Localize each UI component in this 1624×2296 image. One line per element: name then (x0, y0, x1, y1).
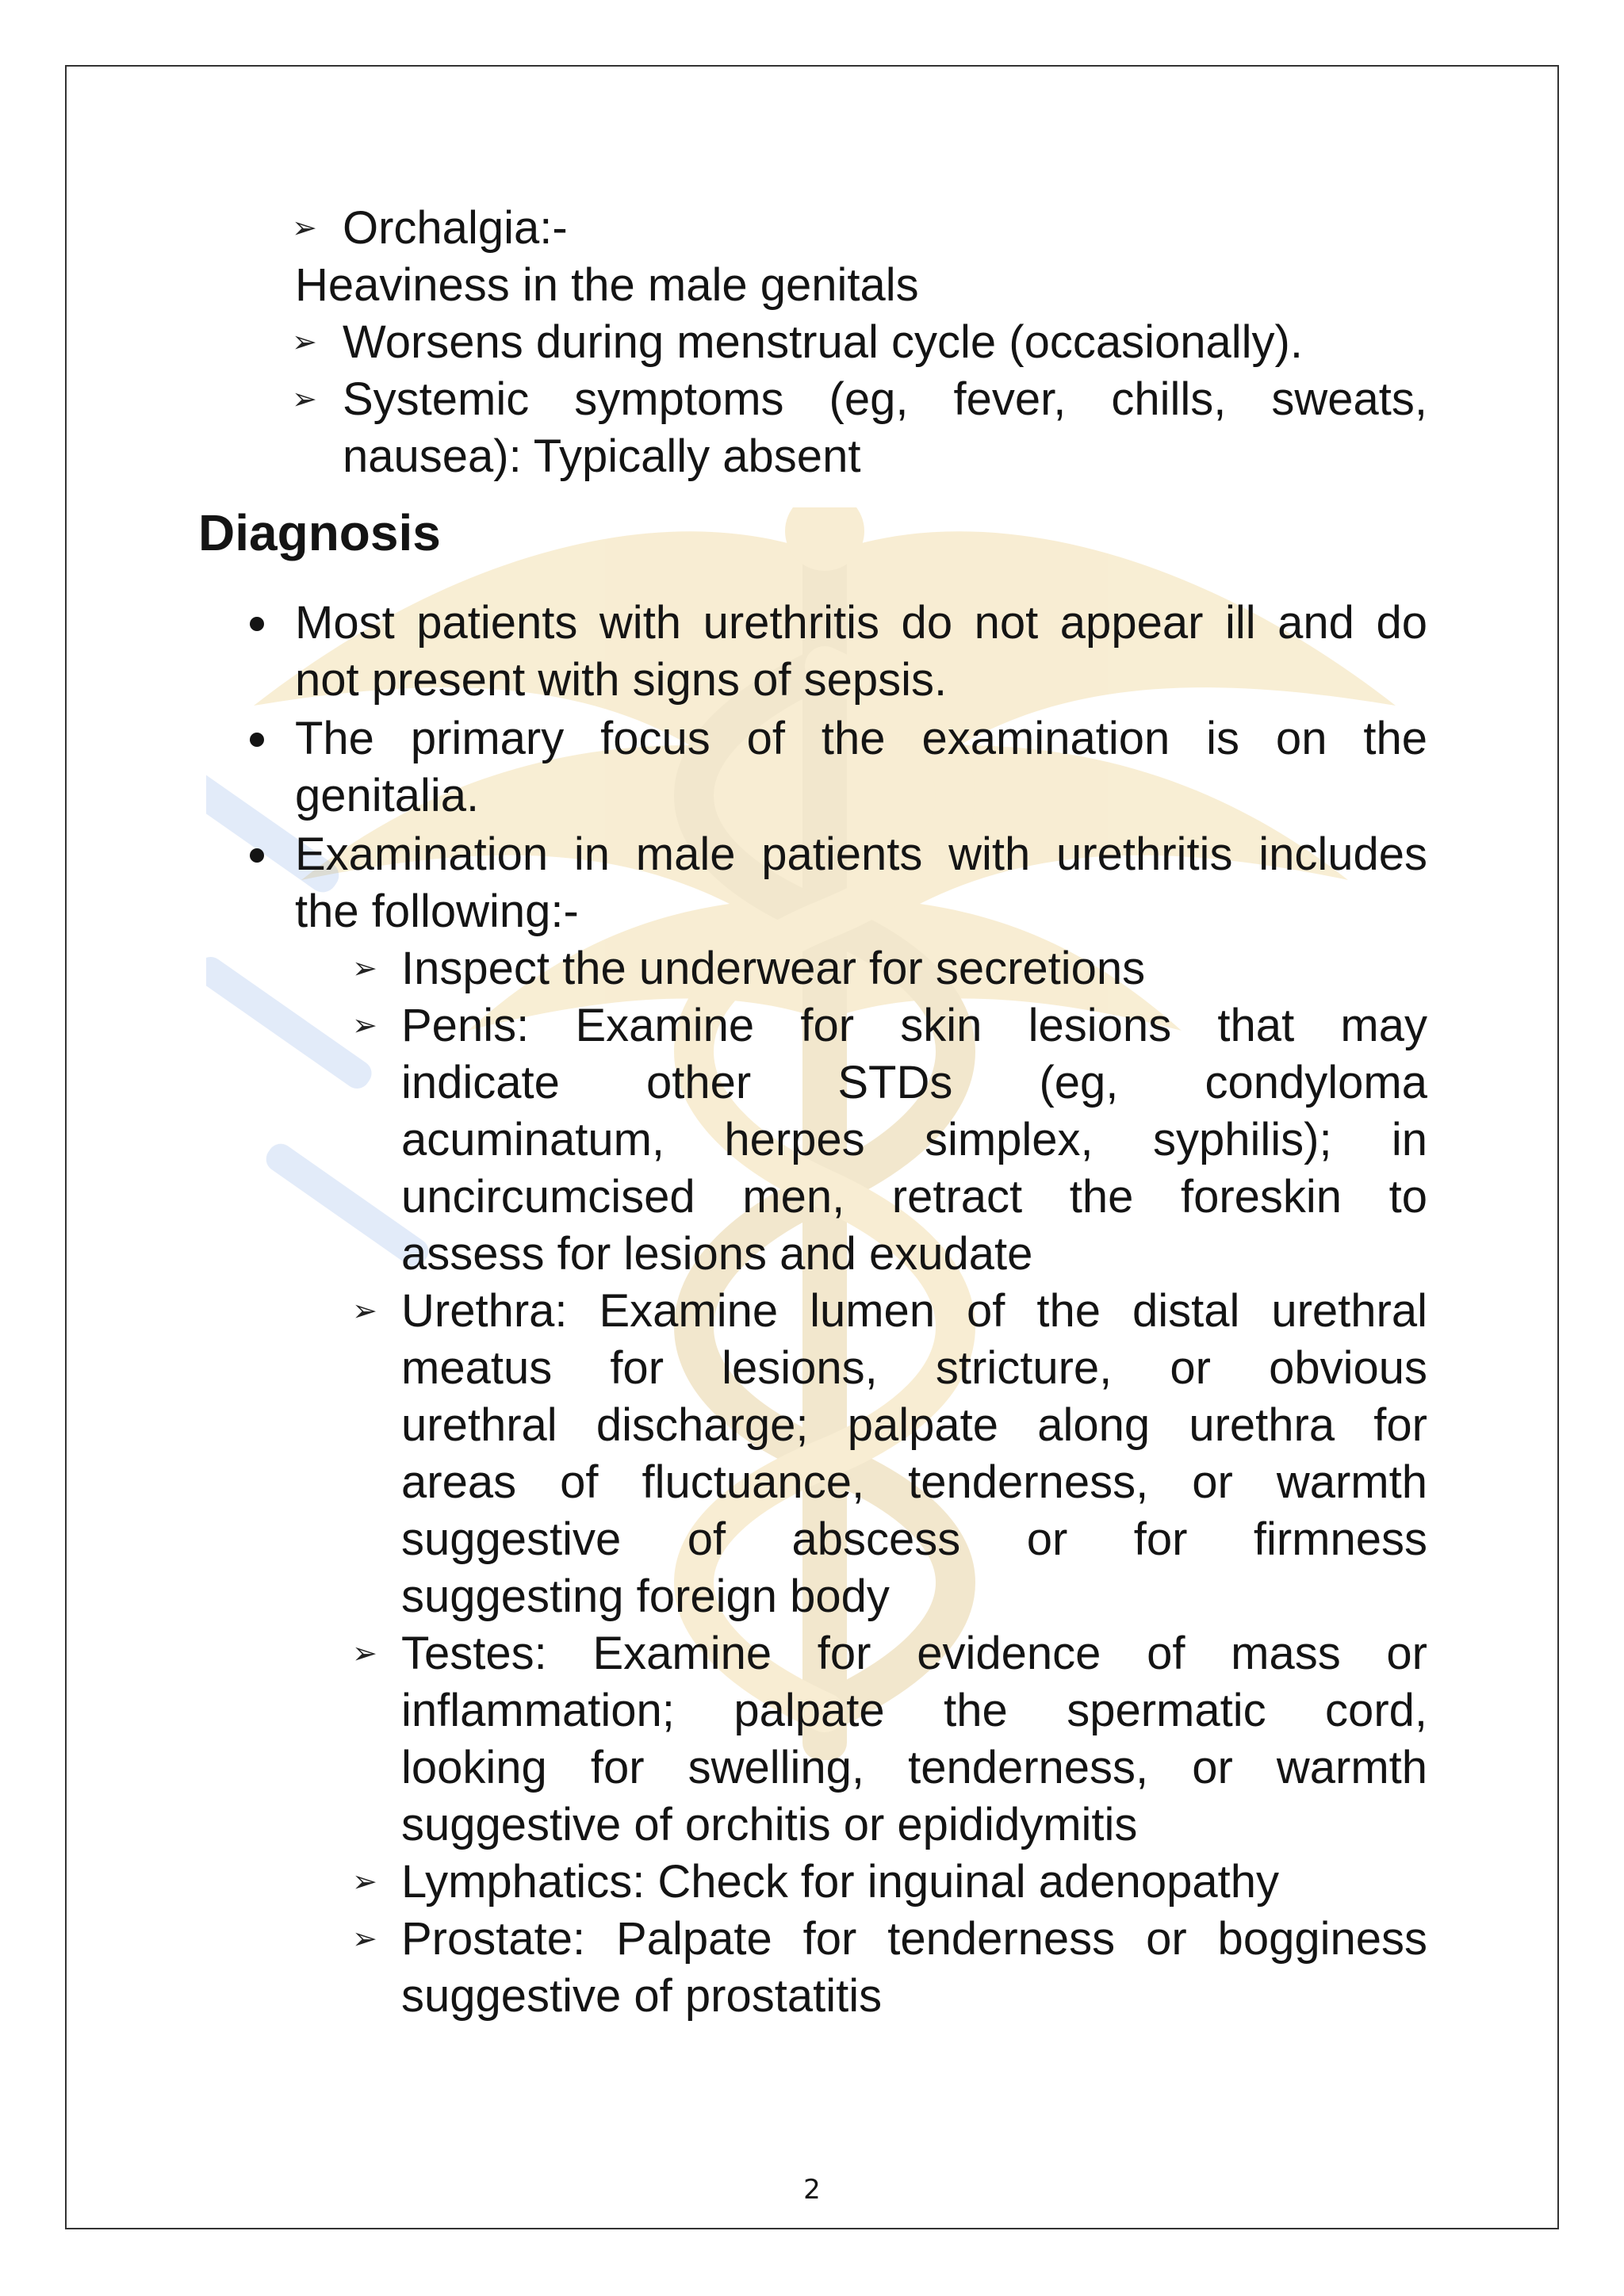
exam-item-text: Urethra: Examine lumen of the distal urethral (401, 1285, 1427, 1337)
bullet-text: Examination in male patients with urethritis includes (295, 828, 1427, 880)
exam-item-text: assess for lesions and exudate (401, 1228, 1033, 1280)
arrow-bullet-icon: ➢ (292, 383, 317, 416)
arrow-bullet-icon: ➢ (352, 1923, 377, 1956)
bullet-text: nausea): Typically absent (343, 430, 861, 482)
round-bullet-icon (250, 733, 264, 747)
exam-item-text: uncircumcised men, retract the foreskin to (401, 1171, 1427, 1223)
exam-item-text: looking for swelling, tenderness, or warmth (401, 1742, 1427, 1793)
exam-item-text: Testes: Examine for evidence of mass or (401, 1628, 1427, 1679)
arrow-bullet-icon: ➢ (292, 326, 317, 359)
page-number: 2 (803, 2174, 821, 2206)
bullet-text: genitalia. (295, 770, 480, 821)
arrow-bullet-icon: ➢ (352, 1295, 377, 1328)
bullet-text: Orchalgia:- (343, 202, 568, 254)
round-bullet-icon (250, 617, 264, 631)
bullet-text: Systemic symptoms (eg, fever, chills, sweats, (343, 373, 1427, 425)
round-bullet-icon (250, 848, 264, 863)
exam-item-text: suggestive of orchitis or epididymitis (401, 1799, 1138, 1850)
exam-item-text: Penis: Examine for skin lesions that may (401, 1000, 1427, 1051)
arrow-bullet-icon: ➢ (352, 1637, 377, 1670)
exam-item-text: Lymphatics: Check for inguinal adenopathy (401, 1856, 1279, 1908)
bullet-text: Worsens during menstrual cycle (occasionally). (343, 316, 1303, 368)
exam-item-text: meatus for lesions, stricture, or obvious (401, 1342, 1427, 1394)
arrow-bullet-icon: ➢ (352, 952, 377, 985)
exam-item-text: acuminatum, herpes simplex, syphilis); in (401, 1114, 1427, 1165)
section-title: Diagnosis (198, 504, 441, 561)
exam-item-text: inflammation; palpate the spermatic cord, (401, 1685, 1427, 1736)
exam-item-text: suggesting foreign body (401, 1571, 890, 1622)
bullet-text: Most patients with urethritis do not appear ill and do (295, 597, 1427, 649)
exam-item-text: areas of fluctuance, tenderness, or warmth (401, 1456, 1427, 1508)
exam-item-text: urethral discharge; palpate along urethra for (401, 1399, 1427, 1451)
exam-item-text: suggestive of prostatitis (401, 1970, 883, 2022)
exam-item-text: suggestive of abscess or for firmness (401, 1513, 1427, 1565)
exam-item-text: indicate other STDs (eg, condyloma (401, 1057, 1427, 1108)
exam-item-text: Inspect the underwear for secretions (401, 943, 1146, 994)
arrow-bullet-icon: ➢ (352, 1866, 377, 1899)
bullet-text: not present with signs of sepsis. (295, 654, 948, 706)
arrow-bullet-icon: ➢ (352, 1009, 377, 1043)
bullet-text: The primary focus of the examination is on the (295, 713, 1427, 764)
bullet-text: the following:- (295, 886, 579, 937)
arrow-bullet-icon: ➢ (292, 212, 317, 245)
exam-item-text: Prostate: Palpate for tenderness or bogginess (401, 1913, 1427, 1965)
bullet-continuation: Heaviness in the male genitals (295, 259, 919, 311)
